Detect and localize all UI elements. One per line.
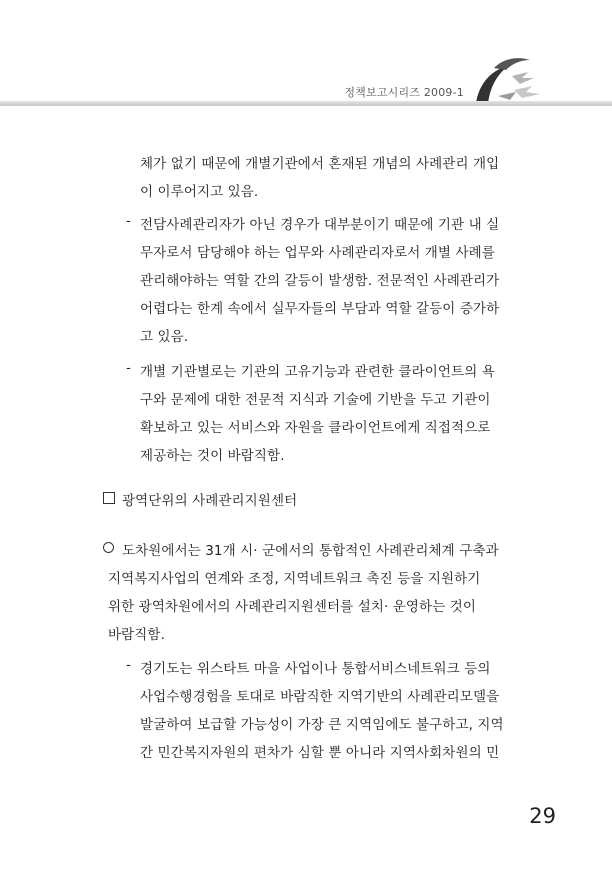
body-line: 위한 광역차원에서의 사례관리지원센터를 설치· 운영하는 것이 [108, 599, 477, 615]
circle-bullet-icon [103, 542, 114, 553]
body-line: 사업수행경험을 토대로 바람직한 지역기반의 사례관리모델을 [140, 689, 500, 705]
section-heading: 광역단위의 사례관리지원센터 [122, 493, 298, 509]
bird-logo-icon [468, 56, 548, 106]
dash-bullet: - [126, 360, 131, 376]
series-label: 정책보고시리즈 2009-1 [344, 86, 464, 99]
body-line: 이 이루어지고 있음. [140, 184, 259, 200]
dash-bullet: - [126, 657, 131, 673]
body-line: 어렵다는 한계 속에서 실무자들의 부담과 역할 갈등이 증가하 [140, 301, 500, 317]
body-line: 발굴하여 보급할 가능성이 가장 큰 지역임에도 불구하고, 지역 [140, 717, 504, 733]
body-line: 전담사례관리자가 아닌 경우가 대부분이기 때문에 기관 내 실 [140, 217, 500, 233]
body-line: 도차원에서는 31개 시· 군에서의 통합적인 사례관리체계 구축과 [122, 543, 499, 559]
body-line: 지역복지사업의 연계와 조정, 지역네트워크 촉진 등을 지원하기 [108, 571, 481, 587]
square-bullet-icon [103, 492, 115, 504]
body-line: 바람직함. [108, 627, 165, 643]
page-number: 29 [529, 804, 556, 828]
body-line: 구와 문제에 대한 전문적 지식과 기술에 기반을 두고 기관이 [140, 392, 491, 408]
body-line: 체가 없기 때문에 개별기관에서 혼재된 개념의 사례관리 개입 [140, 156, 500, 172]
body-line: 경기도는 위스타트 마을 사업이나 통합서비스네트워크 등의 [140, 661, 491, 677]
body-line: 간 민간복지자원의 편차가 심할 뿐 아니라 지역사회차원의 민 [140, 745, 500, 761]
body-line: 고 있음. [140, 329, 189, 345]
body-line: 확보하고 있는 서비스와 자원을 클라이언트에게 직접적으로 [140, 420, 491, 436]
body-line: 무자로서 담당해야 하는 업무와 사례관리자로서 개별 사례를 [140, 245, 495, 261]
body-line: 제공하는 것이 바람직함. [140, 448, 285, 464]
body-line: 개별 기관별로는 기관의 고유기능과 관련한 클라이언트의 욕 [140, 364, 495, 380]
header-rule [0, 101, 612, 106]
body-line: 관리해야하는 역할 간의 갈등이 발생함. 전문적인 사례관리가 [140, 273, 500, 289]
dash-bullet: - [126, 213, 131, 229]
